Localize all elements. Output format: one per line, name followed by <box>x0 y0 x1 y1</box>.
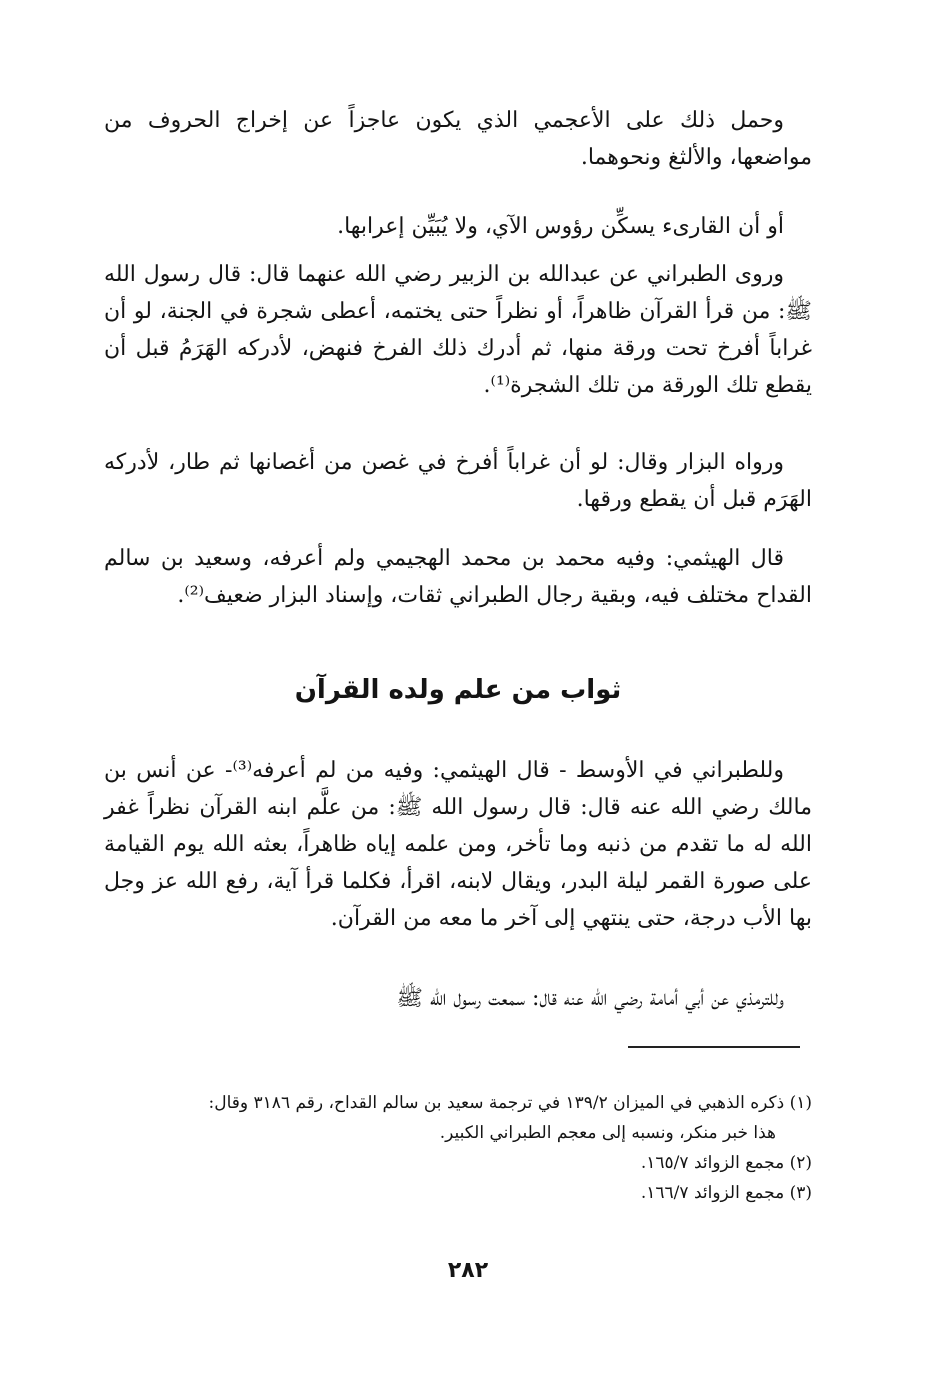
paragraph-haythami: قال الهيثمي: وفيه محمد بن محمد الهجيمي ولم أعرفه، وسعيد بن سالم القداح مختلف فيه، وبقية رجال الطبراني ثقات، وإسناد البزار ضعيف⁽²⁾. <box>104 546 812 608</box>
section-heading: ثواب من علم ولده القرآن <box>294 675 622 705</box>
footnote-1-continuation: هذا خبر منكر، ونسبه إلى معجم الطبراني الكبير. <box>439 1123 776 1143</box>
footnote-2: (٢) مجمع الزوائد ١٦٥/٧. <box>640 1153 812 1173</box>
footnote-3: (٣) مجمع الزوائد ١٦٦/٧. <box>640 1183 812 1203</box>
paragraph-bazzar: ورواه البزار وقال: لو أن غراباً أفرخ في غصن من أغصانها ثم طار، لأدركه الهَرَم قبل أن يقطع ورقها. <box>104 450 812 512</box>
paragraph-qari: أو أن القارىء يسكِّن رؤوس الآي، ولا يُبَيِّن إعرابها. <box>337 214 784 239</box>
footnotes <box>104 1088 812 1208</box>
paragraph-awsat-hadith: وللطبراني في الأوسط - قال الهيثمي: وفيه من لم أعرفه⁽³⁾- عن أنس بن مالك رضي الله عنه قال: قال رسول الله ﷺ: من علَّم ابنه القرآن نظراً غفر الله له ما تقدم من ذنبه وما تأخر، ومن علمه إياه ظاهراً، بعثه الله يوم القيامة على صورة القمر ليلة البدر، ويقال لابنه، اقرأ، فكلما قرأ آية، رفع الله عز وجل بها الأب درجة، حتى ينتهي إلى آخر ما معه من القرآن. <box>104 758 812 931</box>
footnote-separator <box>628 1046 800 1048</box>
paragraph-tabarani-hadith: وروى الطبراني عن عبدالله بن الزبير رضي الله عنهما قال: قال رسول الله ﷺ: من قرأ القرآن ظاهراً، أو نظراً حتى يختمه، أعطى شجرة في الجنة، لو أن غراباً أفرخ تحت ورقة منها، ثم أدرك ذلك الفرخ فنهض، لأدركه الهَرَمُ قبل أن يقطع تلك الورقة من تلك الشجرة⁽¹⁾. <box>104 262 812 398</box>
paragraph-tirmidhi: وللترمذي عن أبي أمامة رضي الله عنه قال: سمعت رسول الله ﷺ <box>396 986 784 1011</box>
footnote-1: (١) ذكره الذهبي في الميزان ١٣٩/٢ في ترجمة سعيد بن سالم القداح، رقم ٣١٨٦ وقال: <box>208 1093 812 1113</box>
paragraph-ajami: وحمل ذلك على الأعجمي الذي يكون عاجزاً عن إخراج الحروف من مواضعها، والألثغ ونحوهما. <box>104 108 812 170</box>
page-number: ٢٨٢ <box>447 1258 489 1283</box>
